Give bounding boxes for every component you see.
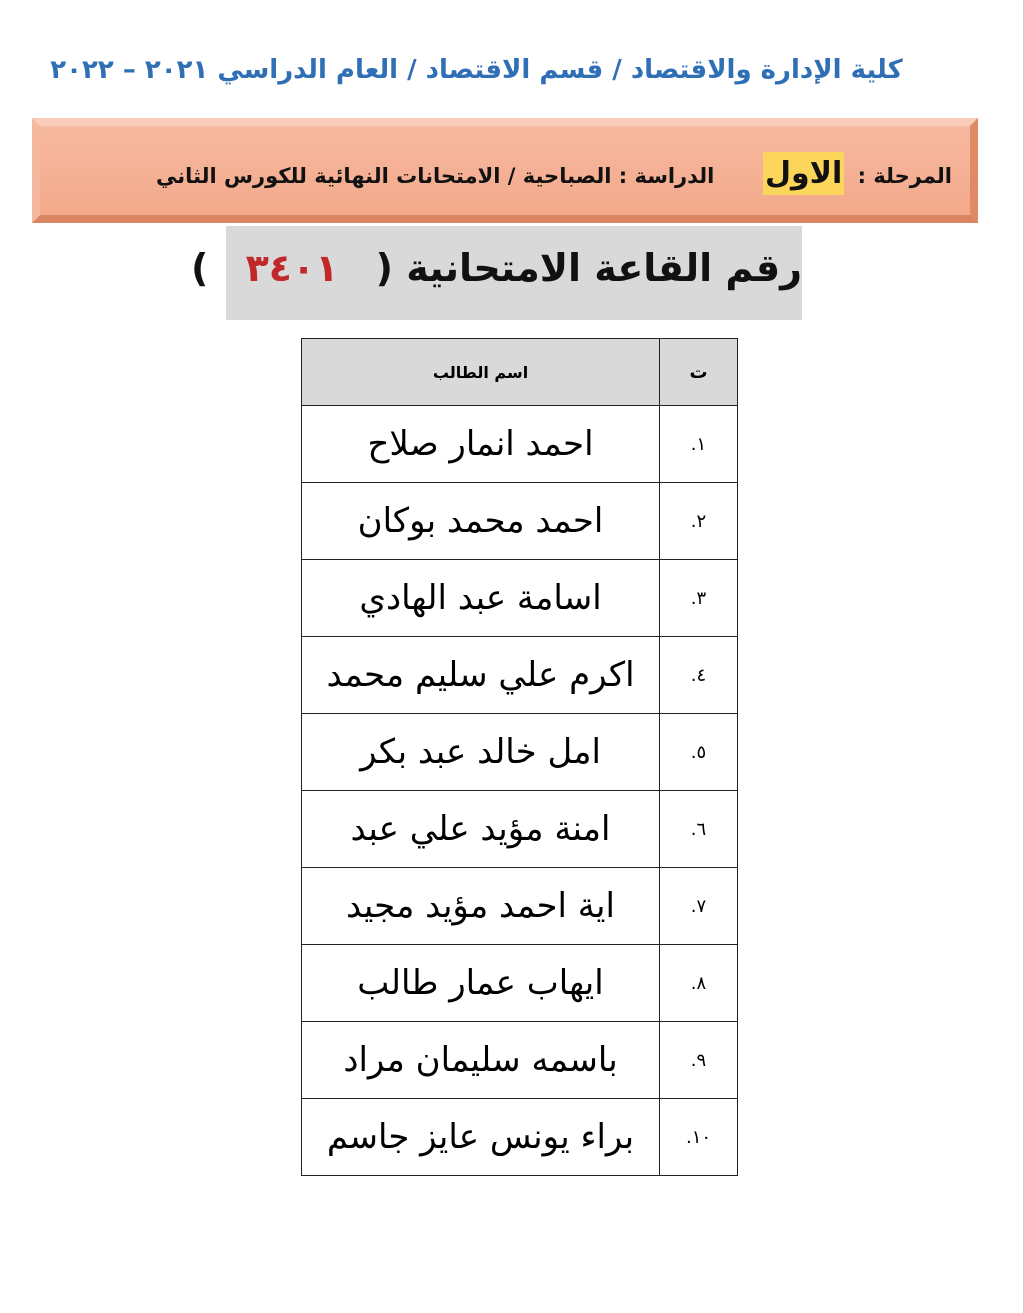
row-number: ٣. xyxy=(660,560,738,637)
student-name: ايهاب عمار طالب xyxy=(302,945,660,1022)
student-name: براء يونس عايز جاسم xyxy=(302,1099,660,1176)
document-title: كلية الإدارة والاقتصاد / قسم الاقتصاد / العام الدراسي ٢٠٢١ – ٢٠٢٢ xyxy=(50,55,903,85)
header-student-name: اسم الطالب xyxy=(302,339,660,406)
row-number: ٢. xyxy=(660,483,738,560)
header-number: ت xyxy=(660,339,738,406)
study-value: الصباحية / الامتحانات النهائية للكورس الثاني xyxy=(156,164,612,188)
stage-label: المرحلة : xyxy=(857,164,952,188)
row-number: ١٠. xyxy=(660,1099,738,1176)
stage-value: الاول xyxy=(763,152,844,195)
info-banner xyxy=(32,118,978,223)
row-number: ١. xyxy=(660,406,738,483)
room-number: ٣٤٠١ xyxy=(245,246,339,290)
table-row xyxy=(302,868,738,945)
study-label: الدراسة : xyxy=(618,164,715,188)
row-number: ٩. xyxy=(660,1022,738,1099)
row-number: ٨. xyxy=(660,945,738,1022)
row-number: ٦. xyxy=(660,791,738,868)
room-label: رقم القاعة الامتحانية ( xyxy=(375,246,802,290)
students-table xyxy=(301,338,738,1176)
room-close: ) xyxy=(191,246,209,290)
table-row xyxy=(302,483,738,560)
table-row xyxy=(302,406,738,483)
table-row xyxy=(302,1099,738,1176)
student-name: باسمه سليمان مراد xyxy=(302,1022,660,1099)
student-name: احمد محمد بوكان xyxy=(302,483,660,560)
student-name: احمد انمار صلاح xyxy=(302,406,660,483)
student-name: اية احمد مؤيد مجيد xyxy=(302,868,660,945)
row-number: ٧. xyxy=(660,868,738,945)
row-number: ٥. xyxy=(660,714,738,791)
row-number: ٤. xyxy=(660,637,738,714)
table-row xyxy=(302,560,738,637)
student-name: امنة مؤيد علي عبد xyxy=(302,791,660,868)
table-row xyxy=(302,791,738,868)
table-row xyxy=(302,945,738,1022)
student-name: اسامة عبد الهادي xyxy=(302,560,660,637)
student-name: امل خالد عبد بكر xyxy=(302,714,660,791)
table-row xyxy=(302,637,738,714)
table-row xyxy=(302,1022,738,1099)
exam-room-box xyxy=(191,226,802,320)
student-name: اكرم علي سليم محمد xyxy=(302,637,660,714)
table-row xyxy=(302,714,738,791)
